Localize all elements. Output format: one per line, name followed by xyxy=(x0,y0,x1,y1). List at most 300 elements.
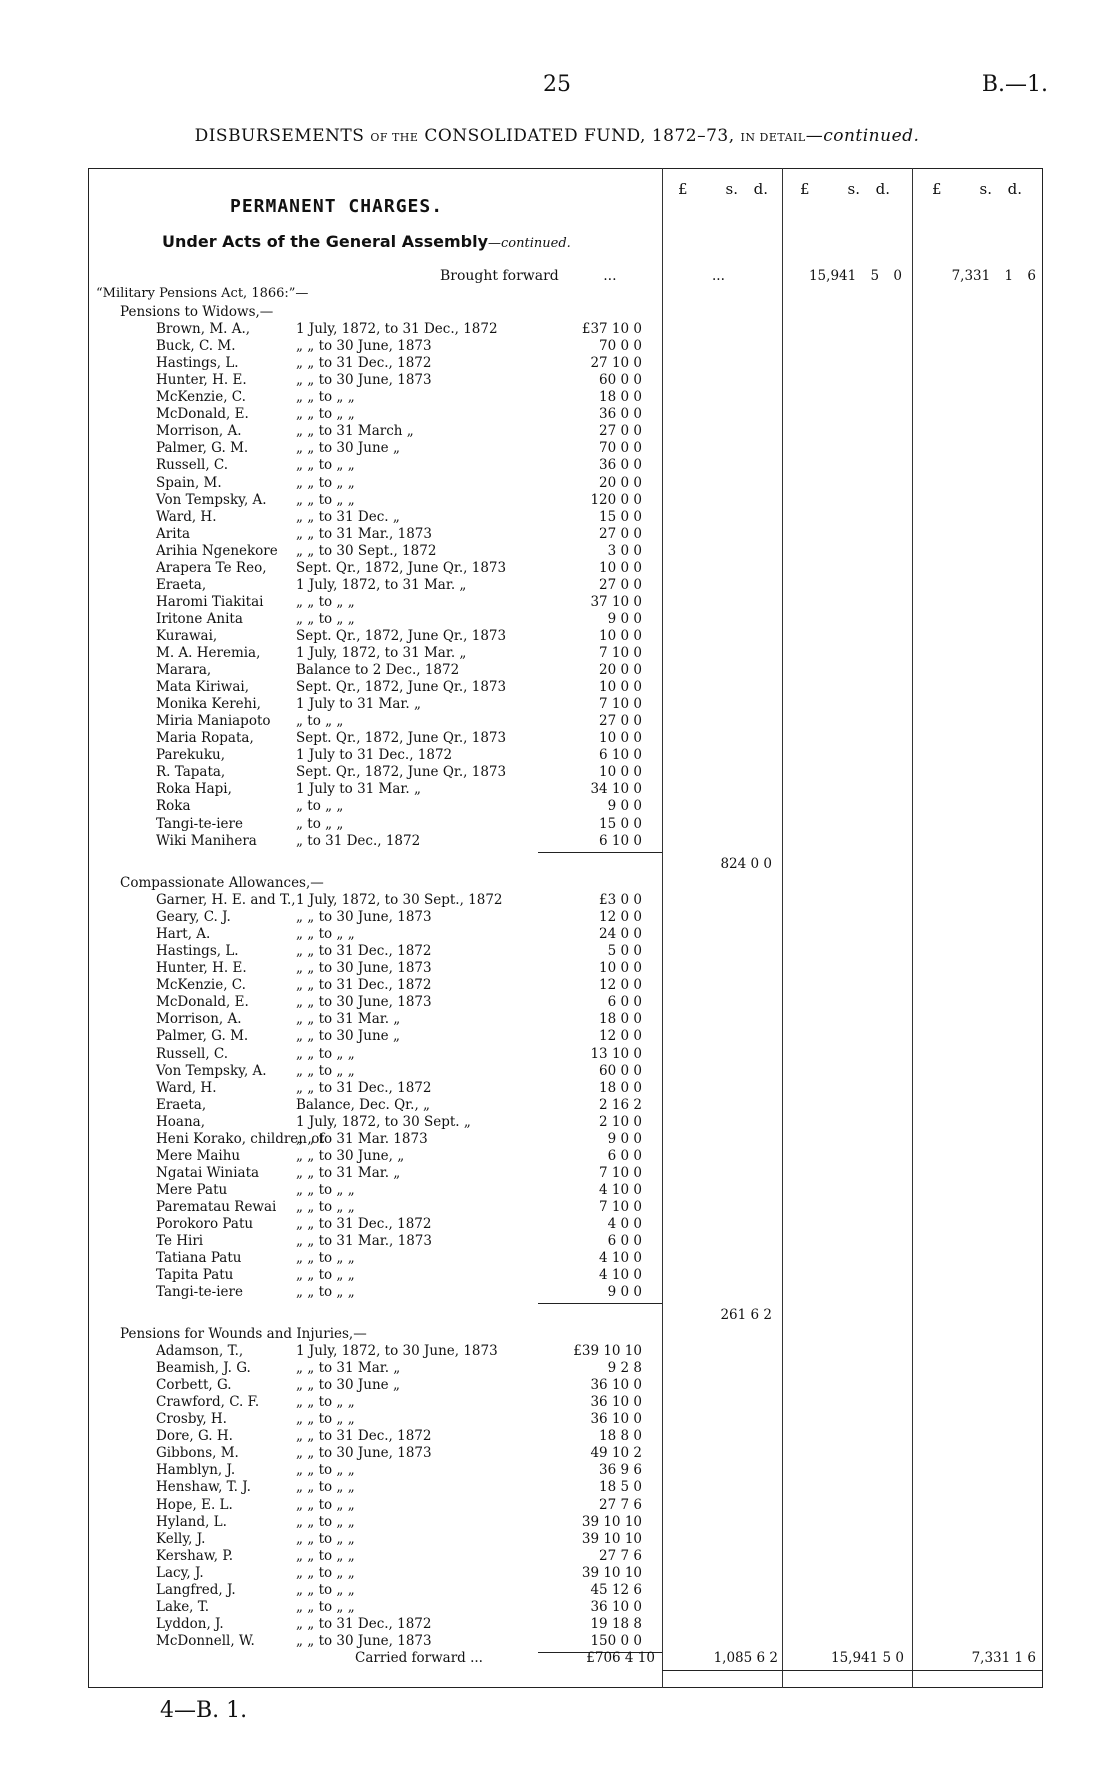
table-row xyxy=(156,1548,656,1565)
title-in: IN DETAIL xyxy=(740,131,806,144)
payee-name: Gibbons, M. xyxy=(156,1445,239,1462)
column-header-3: £ s. d. xyxy=(932,180,1022,198)
period: 1 July, 1872, to 31 Mar. „ xyxy=(296,576,467,593)
payee-name: Dore, G. H. xyxy=(156,1428,233,1445)
table-row xyxy=(156,1267,656,1284)
payee-name: Ward, H. xyxy=(156,508,217,525)
table-row xyxy=(156,577,656,594)
section-title: Pensions for Wounds and Injuries,— xyxy=(120,1326,367,1342)
payee-name: Haromi Tiakitai xyxy=(156,593,264,610)
period: „ „ to „ „ xyxy=(296,1564,355,1581)
payee-name: Brown, M. A., xyxy=(156,321,251,338)
title-rest: CONSOLIDATED FUND, 1872–73, xyxy=(424,126,735,146)
payee-name: McDonald, E. xyxy=(156,406,249,423)
period: „ „ to „ „ xyxy=(296,457,355,474)
table-row xyxy=(156,1199,656,1216)
payee-name: Lake, T. xyxy=(156,1598,210,1615)
column-header-2: £ s. d. xyxy=(800,180,890,198)
payee-name: Hastings, L. xyxy=(156,355,239,372)
payee-name: Russell, C. xyxy=(156,457,229,474)
period: „ „ to 30 June, 1873 xyxy=(296,372,432,389)
payee-name: Mata Kiriwai, xyxy=(156,679,250,696)
table-row xyxy=(156,1445,656,1462)
table-row xyxy=(156,1114,656,1131)
payee-name: Ngatai Winiata xyxy=(156,1164,260,1181)
period: „ to 31 Dec., 1872 xyxy=(296,832,421,849)
amount: 120 0 0 xyxy=(590,491,642,508)
period: „ „ to „ „ xyxy=(296,1411,355,1428)
footer-signature: 4—B. 1. xyxy=(160,1698,248,1723)
table-row xyxy=(156,1028,656,1045)
period: „ „ to 31 Mar., 1873 xyxy=(296,525,432,542)
table-row xyxy=(156,943,656,960)
page-number: 25 xyxy=(543,72,571,97)
payee-name: Buck, C. M. xyxy=(156,338,236,355)
amount: £3 0 0 xyxy=(599,892,642,909)
table-row xyxy=(156,892,656,909)
amount: 60 0 0 xyxy=(599,1062,642,1079)
amount: 18 0 0 xyxy=(599,1011,642,1028)
amount: 39 10 10 xyxy=(581,1530,642,1547)
table-row xyxy=(156,1046,656,1063)
period: „ „ to 31 Dec., 1872 xyxy=(296,943,432,960)
payee-name: Wiki Manihera xyxy=(156,832,257,849)
period: „ „ to 31 Mar. „ xyxy=(296,1164,401,1181)
table-row xyxy=(156,338,656,355)
period: 1 July, 1872, to 31 Dec., 1872 xyxy=(296,321,498,338)
amount: 20 0 0 xyxy=(599,474,642,491)
payee-name: Arita xyxy=(156,525,190,542)
amount: 6 10 0 xyxy=(599,832,642,849)
period: „ „ to 30 June „ xyxy=(296,440,400,457)
payee-name: Von Tempsky, A. xyxy=(156,491,267,508)
period: „ „ to „ „ xyxy=(296,1462,355,1479)
table-row xyxy=(156,960,656,977)
table-row xyxy=(156,1377,656,1394)
period: 1 July, 1872, to 30 June, 1873 xyxy=(296,1343,498,1360)
payee-name: Adamson, T., xyxy=(156,1343,244,1360)
brought-forward-label: Brought forward ... xyxy=(440,268,617,284)
payee-name: Hamblyn, J. xyxy=(156,1462,236,1479)
payee-name: Monika Kerehi, xyxy=(156,696,261,713)
amount: 4 10 0 xyxy=(599,1267,642,1284)
period: „ „ to 30 June, 1873 xyxy=(296,1445,432,1462)
payee-name: Langfred, J. xyxy=(156,1581,236,1598)
table-row xyxy=(156,389,656,406)
payee-name: Hunter, H. E. xyxy=(156,960,247,977)
table-row xyxy=(156,594,656,611)
payee-name: Corbett, G. xyxy=(156,1377,232,1394)
carried-forward-col0: £706 4 10 xyxy=(586,1650,655,1666)
period: „ „ to 30 June, 1873 xyxy=(296,994,432,1011)
period: „ „ to 31 March „ xyxy=(296,423,414,440)
amount: 4 10 0 xyxy=(599,1181,642,1198)
period: „ „ to „ „ xyxy=(296,1530,355,1547)
table-row xyxy=(156,730,656,747)
table-row xyxy=(156,628,656,645)
period: 1 July to 31 Mar. „ xyxy=(296,696,421,713)
payee-name: Roka Hapi, xyxy=(156,781,232,798)
table-row xyxy=(156,1514,656,1531)
period: „ „ to 31 Dec., 1872 xyxy=(296,1216,432,1232)
period: „ „ to 30 June, 1873 xyxy=(296,338,432,355)
amount: 36 10 0 xyxy=(590,1411,642,1428)
table-row xyxy=(156,833,656,850)
table-row xyxy=(156,713,656,730)
amount: 27 7 6 xyxy=(599,1547,642,1564)
payee-name: Geary, C. J. xyxy=(156,909,231,926)
period: „ „ to „ „ xyxy=(296,1284,355,1301)
table-row xyxy=(156,977,656,994)
table-row xyxy=(156,1428,656,1445)
amount: 10 0 0 xyxy=(599,679,642,696)
period: „ „ to „ „ xyxy=(296,406,355,423)
period: „ „ to „ „ xyxy=(296,1250,355,1267)
amount: 6 0 0 xyxy=(607,994,642,1011)
table-row xyxy=(156,423,656,440)
payee-name: Mere Patu xyxy=(156,1181,228,1198)
subtotal-rule xyxy=(538,852,662,853)
payee-name: Crawford, C. F. xyxy=(156,1394,260,1411)
payee-name: Eraeta, xyxy=(156,576,207,593)
table-row xyxy=(156,679,656,696)
period: „ „ to 30 June „ xyxy=(296,1028,400,1045)
period: Sept. Qr., 1872, June Qr., 1873 xyxy=(296,559,507,576)
table-row xyxy=(156,1565,656,1582)
period: „ „ to 31 Dec., 1872 xyxy=(296,355,432,372)
table-row xyxy=(156,1411,656,1428)
amount: 19 18 8 xyxy=(590,1615,642,1632)
payee-name: Miria Maniapoto xyxy=(156,713,271,730)
period: Sept. Qr., 1872, June Qr., 1873 xyxy=(296,627,507,644)
column-divider xyxy=(912,168,913,1688)
amount: 36 10 0 xyxy=(590,1394,642,1411)
amount: 27 0 0 xyxy=(599,576,642,593)
period: „ „ to „ „ xyxy=(296,389,355,406)
amount: 27 0 0 xyxy=(599,525,642,542)
period: „ „ to 31 Dec., 1872 xyxy=(296,977,432,994)
amount: 27 0 0 xyxy=(599,423,642,440)
amount: 12 0 0 xyxy=(599,977,642,994)
amount: 6 0 0 xyxy=(607,1233,642,1250)
period: 1 July, 1872, to 30 Sept., 1872 xyxy=(296,892,503,909)
table-row xyxy=(156,1148,656,1165)
amount: 70 0 0 xyxy=(599,440,642,457)
amount: 27 0 0 xyxy=(599,713,642,730)
payee-name: M. A. Heremia, xyxy=(156,645,261,661)
table-row xyxy=(156,1582,656,1599)
period: „ „ to 31 Mar. 1873 xyxy=(296,1130,428,1147)
payee-name: Mere Maihu xyxy=(156,1147,241,1164)
payee-name: Kershaw, P. xyxy=(156,1547,234,1564)
period: „ „ to „ „ xyxy=(296,1513,355,1530)
table-row xyxy=(156,611,656,628)
payee-name: Porokoro Patu xyxy=(156,1216,254,1232)
payee-name: McKenzie, C. xyxy=(156,977,246,994)
title-continued: —continued. xyxy=(805,126,920,146)
amount: 13 10 0 xyxy=(590,1045,642,1062)
amount: 70 0 0 xyxy=(599,338,642,355)
period: „ „ to 31 Dec., 1872 xyxy=(296,1428,432,1445)
period: „ „ to 30 June, „ xyxy=(296,1147,405,1164)
period: „ „ to „ „ xyxy=(296,1479,355,1496)
payee-name: Heni Korako, children of xyxy=(156,1130,325,1147)
amount: 20 0 0 xyxy=(599,662,642,679)
amount: 10 0 0 xyxy=(599,559,642,576)
amount: £37 10 0 xyxy=(581,321,642,338)
table-row xyxy=(156,926,656,943)
amount: 2 16 2 xyxy=(599,1096,642,1113)
period: „ to „ „ xyxy=(296,798,344,815)
payee-name: Tapita Patu xyxy=(156,1267,234,1284)
payee-name: Lacy, J. xyxy=(156,1564,204,1581)
payee-name: Beamish, J. G. xyxy=(156,1360,251,1377)
amount: 7 10 0 xyxy=(599,1198,642,1215)
amount: 15 0 0 xyxy=(599,508,642,525)
amount: 6 0 0 xyxy=(607,1147,642,1164)
amount: 12 0 0 xyxy=(599,909,642,926)
period: „ „ to 30 June, 1873 xyxy=(296,909,432,926)
amount: 3 0 0 xyxy=(607,542,642,559)
table-row xyxy=(156,321,656,338)
period: 1 July to 31 Mar. „ xyxy=(296,781,421,798)
brought-forward-col1: ... xyxy=(712,268,725,284)
period: „ „ to 30 June, 1873 xyxy=(296,1632,432,1649)
table-row xyxy=(156,1462,656,1479)
payee-name: Palmer, G. M. xyxy=(156,440,249,457)
title-of: OF THE xyxy=(370,131,419,144)
total-rule xyxy=(662,1670,1043,1671)
carried-forward-col2: 15,941 5 0 xyxy=(831,1650,904,1666)
table-row xyxy=(156,355,656,372)
table-row xyxy=(156,1284,656,1301)
amount: 49 10 2 xyxy=(590,1445,642,1462)
period: „ „ to „ „ xyxy=(296,926,355,943)
table-row xyxy=(156,909,656,926)
table-row xyxy=(156,1165,656,1182)
column-header-1: £ s. d. xyxy=(678,180,768,198)
table-row xyxy=(156,994,656,1011)
period: „ „ to „ „ xyxy=(296,610,355,627)
table-row xyxy=(156,1360,656,1377)
payee-name: Morrison, A. xyxy=(156,1011,242,1028)
amount: 18 0 0 xyxy=(599,1079,642,1096)
payee-name: Hunter, H. E. xyxy=(156,372,247,389)
carried-forward-label: Carried forward ... xyxy=(355,1650,483,1666)
period: Sept. Qr., 1872, June Qr., 1873 xyxy=(296,679,507,696)
amount: 27 7 6 xyxy=(599,1496,642,1513)
payee-name: McKenzie, C. xyxy=(156,389,246,406)
amount: 18 5 0 xyxy=(599,1479,642,1496)
amount: 36 0 0 xyxy=(599,457,642,474)
payee-name: Henshaw, T. J. xyxy=(156,1479,251,1496)
carried-forward-col1: 1,085 6 2 xyxy=(713,1650,778,1666)
amount: 10 0 0 xyxy=(599,764,642,781)
period: „ „ to 31 Mar. „ xyxy=(296,1011,401,1028)
brought-forward-col2: 15,941 5 0 xyxy=(808,268,902,284)
amount: 15 0 0 xyxy=(599,815,642,832)
table-row xyxy=(156,1343,656,1360)
payee-name: Tangi-te-iere xyxy=(156,1284,243,1301)
period: „ to „ „ xyxy=(296,815,344,832)
payee-name: Morrison, A. xyxy=(156,423,242,440)
payee-name: Eraeta, xyxy=(156,1096,207,1113)
section-total: 261 6 2 xyxy=(720,1307,772,1324)
period: „ „ to „ „ xyxy=(296,1045,355,1062)
period: „ „ to 31 Dec. „ xyxy=(296,508,400,525)
table-row xyxy=(156,781,656,798)
amount: 9 2 8 xyxy=(607,1360,642,1377)
period: „ „ to „ „ xyxy=(296,1581,355,1598)
amount: 7 10 0 xyxy=(599,696,642,713)
section-title: Compassionate Allowances,— xyxy=(120,875,324,891)
payee-name: Kurawai, xyxy=(156,627,218,644)
permanent-charges-heading: PERMANENT CHARGES. xyxy=(230,196,444,217)
table-row xyxy=(156,1497,656,1514)
period: „ „ to 31 Dec., 1872 xyxy=(296,1615,432,1632)
amount: 37 10 0 xyxy=(590,593,642,610)
table-row xyxy=(156,696,656,713)
column-divider xyxy=(662,168,663,1688)
payee-name: McDonnell, W. xyxy=(156,1632,255,1649)
payee-name: Hope, E. L. xyxy=(156,1496,233,1513)
table-row xyxy=(156,747,656,764)
period: 1 July to 31 Dec., 1872 xyxy=(296,747,453,764)
page-title xyxy=(0,126,1114,146)
amount: 45 12 6 xyxy=(590,1581,642,1598)
amount: 5 0 0 xyxy=(607,943,642,960)
table-row xyxy=(156,1250,656,1267)
table-row xyxy=(156,1011,656,1028)
subtotal-rule xyxy=(538,1303,662,1304)
table-row xyxy=(156,1479,656,1496)
payee-name: Arapera Te Reo, xyxy=(156,559,267,576)
period: „ „ to 31 Mar. „ xyxy=(296,1360,401,1377)
document-reference: B.—1. xyxy=(981,72,1048,97)
payee-name: Lyddon, J. xyxy=(156,1615,224,1632)
payee-name: Russell, C. xyxy=(156,1045,229,1062)
payee-name: Marara, xyxy=(156,662,212,679)
period: „ „ to 30 June „ xyxy=(296,1377,400,1394)
payee-name: Ward, H. xyxy=(156,1079,217,1096)
payee-name: Hyland, L. xyxy=(156,1513,227,1530)
table-row xyxy=(156,492,656,509)
table-row xyxy=(156,764,656,781)
amount: 4 10 0 xyxy=(599,1250,642,1267)
amount: 150 0 0 xyxy=(590,1632,642,1649)
payee-name: Parekuku, xyxy=(156,747,226,764)
payee-name: Kelly, J. xyxy=(156,1530,206,1547)
payee-name: Von Tempsky, A. xyxy=(156,1062,267,1079)
payee-name: Spain, M. xyxy=(156,474,222,491)
payee-name: Hart, A. xyxy=(156,926,211,943)
amount: 36 10 0 xyxy=(590,1377,642,1394)
amount: 9 0 0 xyxy=(607,610,642,627)
payee-name: Tatiana Patu xyxy=(156,1250,242,1267)
amount: 7 10 0 xyxy=(599,1164,642,1181)
table-row xyxy=(156,1616,656,1633)
payee-name: R. Tapata, xyxy=(156,764,226,781)
period: „ „ to 31 Mar., 1873 xyxy=(296,1233,432,1250)
payee-name: Crosby, H. xyxy=(156,1411,227,1428)
period: 1 July, 1872, to 31 Mar. „ xyxy=(296,645,467,661)
table-row xyxy=(156,1599,656,1616)
table-row xyxy=(156,816,656,833)
table-row xyxy=(156,1131,656,1148)
carried-forward-col3: 7,331 1 6 xyxy=(971,1650,1036,1666)
payee-name: Hastings, L. xyxy=(156,943,239,960)
period: „ „ to „ „ xyxy=(296,1198,355,1215)
payee-name: Iritone Anita xyxy=(156,610,243,627)
amount: 18 0 0 xyxy=(599,389,642,406)
table-row xyxy=(156,372,656,389)
table-row xyxy=(156,1531,656,1548)
period: „ „ to 31 Dec., 1872 xyxy=(296,1079,432,1096)
table-row xyxy=(156,1063,656,1080)
payee-name: Parematau Rewai xyxy=(156,1198,277,1215)
payee-name: Tangi-te-iere xyxy=(156,815,243,832)
payee-name: Garner, H. E. and T., xyxy=(156,892,296,909)
amount: 36 0 0 xyxy=(599,406,642,423)
period: 1 July, 1872, to 30 Sept. „ xyxy=(296,1113,471,1130)
table-row xyxy=(156,543,656,560)
table-row xyxy=(156,798,656,815)
period: „ „ to „ „ xyxy=(296,1267,355,1284)
period: „ „ to „ „ xyxy=(296,1496,355,1513)
period: „ „ to „ „ xyxy=(296,1062,355,1079)
payee-name: Arihia Ngenekore xyxy=(156,542,278,559)
table-row xyxy=(156,1080,656,1097)
act-heading: “Military Pensions Act, 1866:”— xyxy=(96,286,309,301)
table-row xyxy=(156,526,656,543)
period: Balance, Dec. Qr., „ xyxy=(296,1096,431,1113)
payee-name: Roka xyxy=(156,798,191,815)
amount: 4 0 0 xyxy=(607,1216,642,1232)
amount: 24 0 0 xyxy=(599,926,642,943)
amount: 10 0 0 xyxy=(599,960,642,977)
table-row xyxy=(156,475,656,492)
table-row xyxy=(156,1216,656,1233)
amount: 10 0 0 xyxy=(599,730,642,747)
period: „ „ to 30 June, 1873 xyxy=(296,960,432,977)
amount: 6 10 0 xyxy=(599,747,642,764)
table-row xyxy=(156,662,656,679)
period: „ „ to „ „ xyxy=(296,474,355,491)
amount: 18 8 0 xyxy=(599,1428,642,1445)
table-row xyxy=(156,1097,656,1114)
column-divider xyxy=(782,168,783,1688)
payee-name: Maria Ropata, xyxy=(156,730,254,747)
amount: 7 10 0 xyxy=(599,645,642,661)
under-acts-heading: Under Acts of the General Assembly—continued. xyxy=(162,232,571,251)
table-row xyxy=(156,509,656,526)
table-row xyxy=(156,1633,656,1650)
amount: 36 10 0 xyxy=(590,1598,642,1615)
payee-name: Hoana, xyxy=(156,1113,205,1130)
section-total: 824 0 0 xyxy=(720,855,772,872)
table-row xyxy=(156,457,656,474)
table-row xyxy=(156,440,656,457)
period: „ „ to „ „ xyxy=(296,593,355,610)
amount: 39 10 10 xyxy=(581,1564,642,1581)
payee-name: McDonald, E. xyxy=(156,994,249,1011)
title-main: DISBURSEMENTS xyxy=(194,126,365,146)
period: „ „ to „ „ xyxy=(296,1598,355,1615)
period: „ „ to 30 Sept., 1872 xyxy=(296,542,437,559)
period: Balance to 2 Dec., 1872 xyxy=(296,662,460,679)
period: „ to „ „ xyxy=(296,713,344,730)
amount: 9 0 0 xyxy=(607,798,642,815)
